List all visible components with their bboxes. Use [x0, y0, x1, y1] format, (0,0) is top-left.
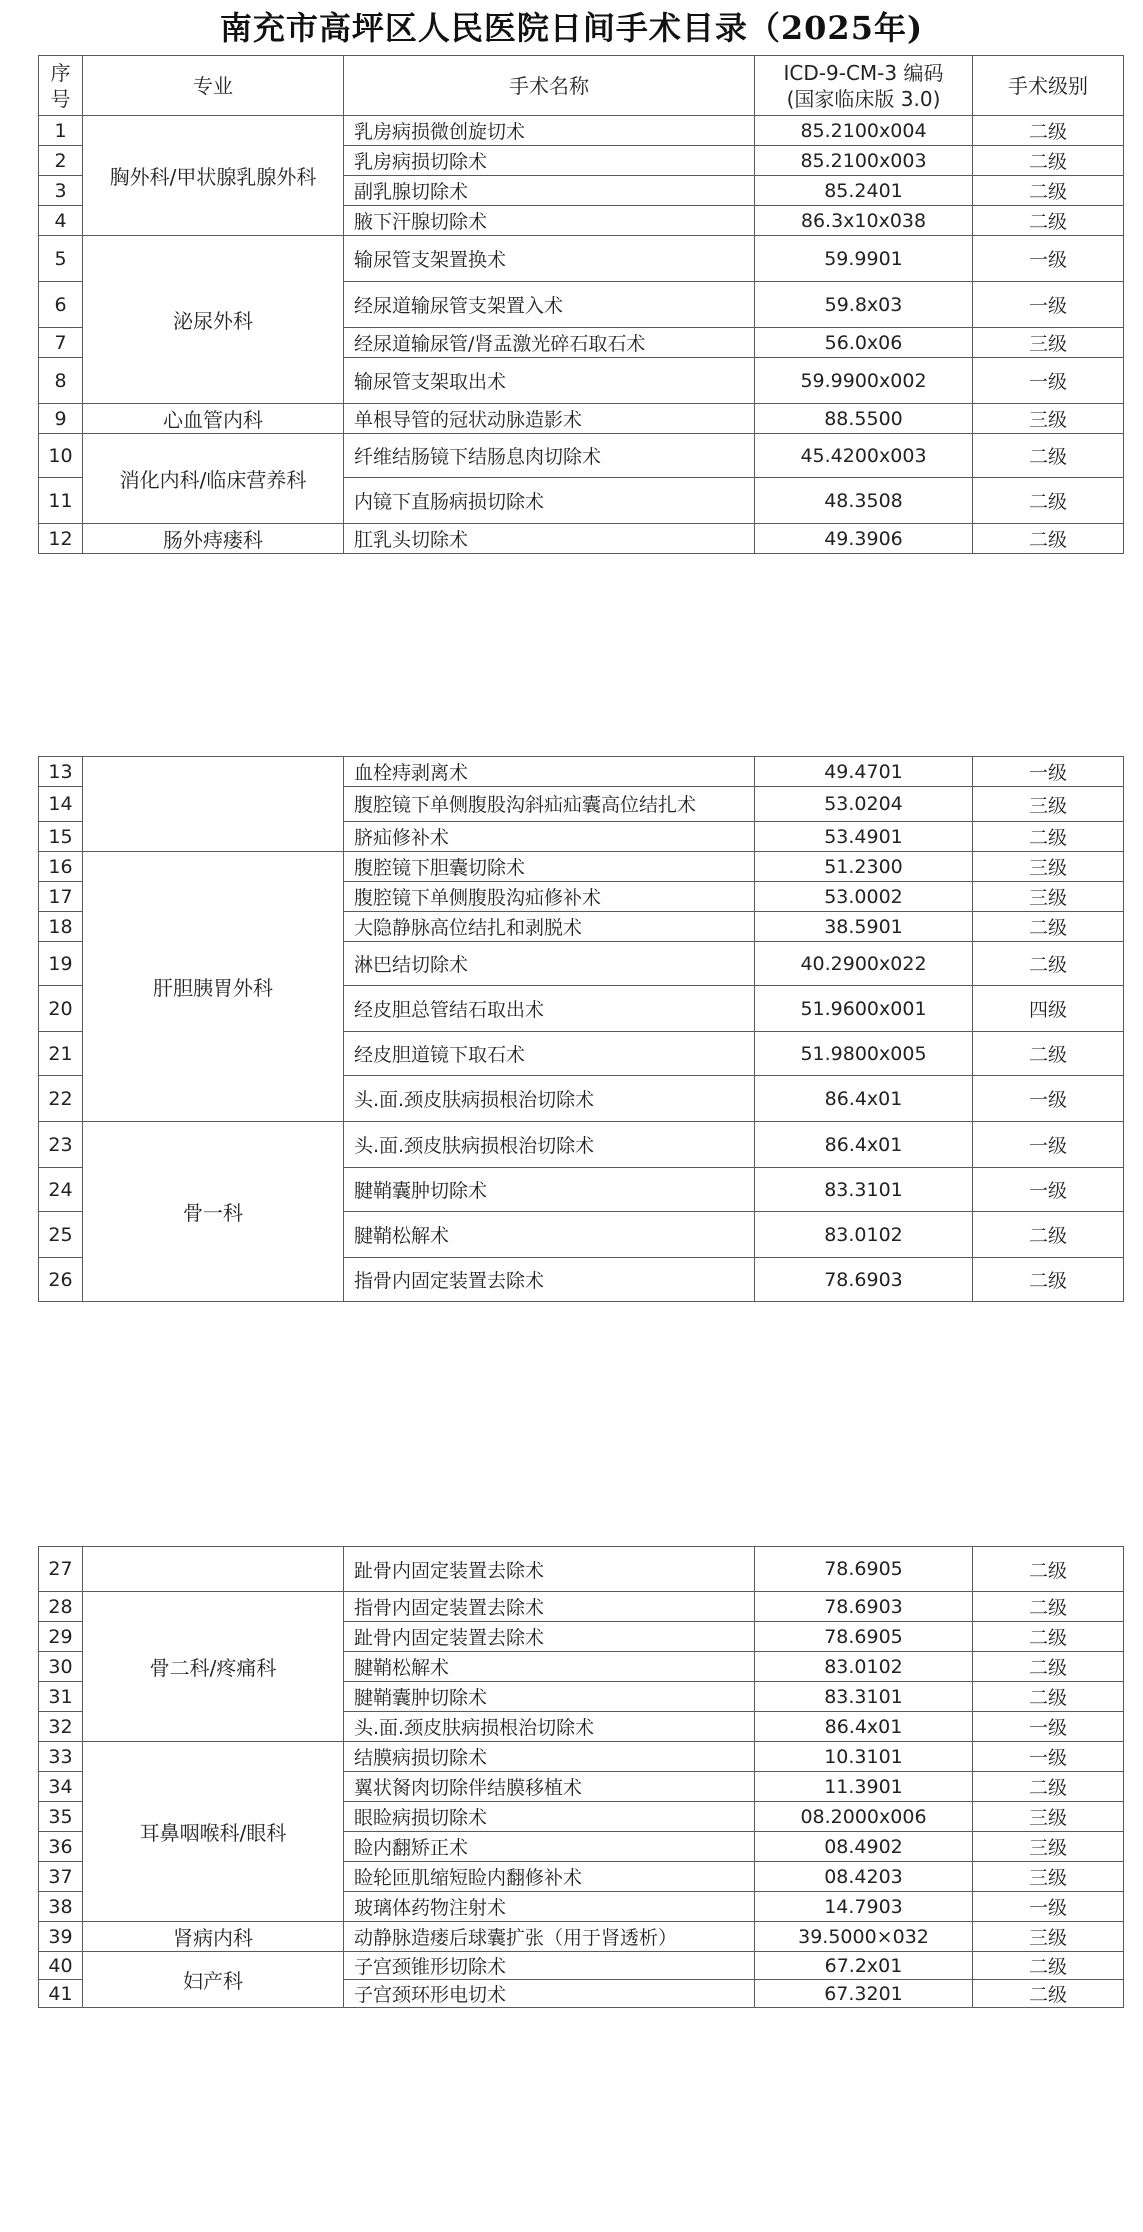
surgery-level: 三级: [973, 328, 1124, 358]
row-number: 37: [39, 1862, 83, 1892]
row-number: 33: [39, 1742, 83, 1772]
surgery-level: 二级: [973, 206, 1124, 236]
page-title: 南充市高坪区人民医院日间手术目录（2025年): [219, 9, 924, 47]
surgery-level: 二级: [973, 1547, 1124, 1592]
icd-code: 10.3101: [755, 1742, 973, 1772]
surgery-level: 二级: [973, 942, 1124, 986]
icd-code: 08.2000x006: [755, 1802, 973, 1832]
surgery-level: 三级: [973, 1802, 1124, 1832]
surgery-level: 二级: [973, 146, 1124, 176]
surgery-name: 腋下汗腺切除术: [344, 206, 755, 236]
row-number: 24: [39, 1168, 83, 1212]
surgery-level: 二级: [973, 434, 1124, 478]
surgery-table-part-3: [38, 1546, 1124, 2008]
icd-code: 59.9900x002: [755, 358, 973, 404]
surgery-name: 子宫颈环形电切术: [344, 1980, 755, 2008]
row-number: 31: [39, 1682, 83, 1712]
header-level: 手术级别: [973, 56, 1124, 116]
icd-code: 51.9600x001: [755, 986, 973, 1032]
specialty-cell: 妇产科: [83, 1952, 344, 2008]
surgery-level: 二级: [973, 1592, 1124, 1622]
surgery-level: 一级: [973, 1122, 1124, 1168]
surgery-level: 三级: [973, 1862, 1124, 1892]
row-number: 30: [39, 1652, 83, 1682]
row-number: 16: [39, 852, 83, 882]
surgery-name: 大隐静脉高位结扎和剥脱术: [344, 912, 755, 942]
surgery-level: 三级: [973, 787, 1124, 822]
row-number: 25: [39, 1212, 83, 1258]
surgery-name: 翼状胬肉切除伴结膜移植术: [344, 1772, 755, 1802]
surgery-name: 输尿管支架取出术: [344, 358, 755, 404]
table-row: [39, 236, 1124, 282]
row-number: 11: [39, 478, 83, 524]
surgery-level: 二级: [973, 912, 1124, 942]
surgery-level: 一级: [973, 358, 1124, 404]
surgery-name: 脐疝修补术: [344, 822, 755, 852]
row-number: 22: [39, 1076, 83, 1122]
surgery-name: 肛乳头切除术: [344, 524, 755, 554]
surgery-name-text: 腹腔镜下单侧腹股沟斜疝疝囊高位结扎术: [354, 794, 697, 816]
row-number: 17: [39, 882, 83, 912]
surgery-level: 二级: [973, 1622, 1124, 1652]
surgery-name: 头.面.颈皮肤病损根治切除术: [344, 1712, 755, 1742]
specialty-cell: [83, 1547, 344, 1592]
icd-code: 86.4x01: [755, 1122, 973, 1168]
specialty-cell: 胸外科/甲状腺乳腺外科: [83, 116, 344, 236]
surgery-name: 腱鞘囊肿切除术: [344, 1168, 755, 1212]
row-number: 23: [39, 1122, 83, 1168]
table-row: [39, 1742, 1124, 1772]
icd-code: 78.6903: [755, 1258, 973, 1302]
surgery-name: 头.面.颈皮肤病损根治切除术: [344, 1076, 755, 1122]
icd-code: 39.5000×032: [755, 1922, 973, 1952]
row-number: 15: [39, 822, 83, 852]
row-number: 34: [39, 1772, 83, 1802]
table-row: [39, 1922, 1124, 1952]
surgery-name: 副乳腺切除术: [344, 176, 755, 206]
row-number: 21: [39, 1032, 83, 1076]
surgery-level: 一级: [973, 1712, 1124, 1742]
surgery-name: 经尿道输尿管/肾盂激光碎石取石术: [344, 328, 755, 358]
table-row: [39, 757, 1124, 787]
icd-code: 83.0102: [755, 1212, 973, 1258]
surgery-name: 子宫颈锥形切除术: [344, 1952, 755, 1980]
surgery-name: 趾骨内固定装置去除术: [344, 1547, 755, 1592]
row-number: 6: [39, 282, 83, 328]
icd-code: 53.0002: [755, 882, 973, 912]
surgery-name: 眼睑病损切除术: [344, 1802, 755, 1832]
surgery-name: 睑内翻矫正术: [344, 1832, 755, 1862]
surgery-level: 三级: [973, 852, 1124, 882]
surgery-level: 二级: [973, 1682, 1124, 1712]
header-name: 手术名称: [344, 56, 755, 116]
row-number: 7: [39, 328, 83, 358]
table-row: [39, 404, 1124, 434]
row-number: 18: [39, 912, 83, 942]
icd-code: 86.4x01: [755, 1076, 973, 1122]
icd-code: 53.0204: [755, 787, 973, 822]
surgery-level: 三级: [973, 1832, 1124, 1862]
icd-code: 14.7903: [755, 1892, 973, 1922]
icd-code: 86.4x01: [755, 1712, 973, 1742]
surgery-level: 二级: [973, 1032, 1124, 1076]
row-number: 14: [39, 787, 83, 822]
icd-code: 85.2401: [755, 176, 973, 206]
table-row: [39, 1952, 1124, 1980]
row-number: 39: [39, 1922, 83, 1952]
header-code: ICD-9-CM-3 编码 (国家临床版 3.0): [755, 56, 973, 116]
specialty-cell: 肝胆胰胃外科: [83, 852, 344, 1122]
surgery-name: 睑轮匝肌缩短睑内翻修补术: [344, 1862, 755, 1892]
row-number: 3: [39, 176, 83, 206]
surgery-name: 玻璃体药物注射术: [344, 1892, 755, 1922]
surgery-name: 腱鞘囊肿切除术: [344, 1682, 755, 1712]
row-number: 5: [39, 236, 83, 282]
header-specialty: 专业: [83, 56, 344, 116]
surgery-name: 乳房病损切除术: [344, 146, 755, 176]
surgery-name: 单根导管的冠状动脉造影术: [344, 404, 755, 434]
surgery-level: 三级: [973, 882, 1124, 912]
icd-code: 78.6905: [755, 1622, 973, 1652]
row-number: 9: [39, 404, 83, 434]
icd-code: 59.8x03: [755, 282, 973, 328]
row-number: 32: [39, 1712, 83, 1742]
row-number: 19: [39, 942, 83, 986]
icd-code: 88.5500: [755, 404, 973, 434]
surgery-name: 腹腔镜下胆囊切除术: [344, 852, 755, 882]
icd-code: 38.5901: [755, 912, 973, 942]
icd-code: 49.4701: [755, 757, 973, 787]
surgery-level: 一级: [973, 1742, 1124, 1772]
surgery-name: 指骨内固定装置去除术: [344, 1592, 755, 1622]
row-number: 10: [39, 434, 83, 478]
surgery-level: 一级: [973, 757, 1124, 787]
row-number: 29: [39, 1622, 83, 1652]
surgery-name: 腹腔镜下单侧腹股沟疝修补术: [344, 882, 755, 912]
icd-code: 53.4901: [755, 822, 973, 852]
surgery-level: 二级: [973, 1652, 1124, 1682]
row-number: 26: [39, 1258, 83, 1302]
surgery-name: 血栓痔剥离术: [344, 757, 755, 787]
icd-code: 85.2100x004: [755, 116, 973, 146]
icd-code: 83.0102: [755, 1652, 973, 1682]
icd-code: 45.4200x003: [755, 434, 973, 478]
specialty-cell: 耳鼻咽喉科/眼科: [83, 1742, 344, 1922]
specialty-cell: 骨一科: [83, 1122, 344, 1302]
table-row: [39, 434, 1124, 478]
surgery-level: 二级: [973, 822, 1124, 852]
specialty-cell: 肾病内科: [83, 1922, 344, 1952]
row-number: 8: [39, 358, 83, 404]
specialty-cell: 消化内科/临床营养科: [83, 434, 344, 524]
surgery-level: 二级: [973, 116, 1124, 146]
row-number: 35: [39, 1802, 83, 1832]
surgery-level: 一级: [973, 1168, 1124, 1212]
surgery-name: 腱鞘松解术: [344, 1652, 755, 1682]
surgery-level: 三级: [973, 404, 1124, 434]
row-number: 27: [39, 1547, 83, 1592]
icd-code: 85.2100x003: [755, 146, 973, 176]
surgery-table-part-1: [38, 55, 1124, 554]
row-number: 40: [39, 1952, 83, 1980]
row-number: 28: [39, 1592, 83, 1622]
specialty-cell: 骨二科/疼痛科: [83, 1592, 344, 1742]
surgery-level: 二级: [973, 1772, 1124, 1802]
icd-code: 40.2900x022: [755, 942, 973, 986]
specialty-cell: 心血管内科: [83, 404, 344, 434]
surgery-name: 输尿管支架置换术: [344, 236, 755, 282]
surgery-name: 动静脉造瘘后球囊扩张（用于肾透析）: [344, 1922, 755, 1952]
surgery-name: 腱鞘松解术: [344, 1212, 755, 1258]
surgery-level: 一级: [973, 236, 1124, 282]
row-number: 13: [39, 757, 83, 787]
row-number: 1: [39, 116, 83, 146]
surgery-name: 头.面.颈皮肤病损根治切除术: [344, 1122, 755, 1168]
surgery-level: 一级: [973, 1076, 1124, 1122]
icd-code: 78.6905: [755, 1547, 973, 1592]
surgery-level: 二级: [973, 1952, 1124, 1980]
table-row: [39, 524, 1124, 554]
table-row: [39, 1592, 1124, 1622]
specialty-cell: [83, 757, 344, 852]
table-header-row: [39, 56, 1124, 116]
surgery-name: 内镜下直肠病损切除术: [344, 478, 755, 524]
surgery-level: 二级: [973, 176, 1124, 206]
table-row: [39, 852, 1124, 882]
specialty-cell: 肠外痔瘘科: [83, 524, 344, 554]
table-row: [39, 1122, 1124, 1168]
icd-code: 51.2300: [755, 852, 973, 882]
surgery-level: 一级: [973, 1892, 1124, 1922]
surgery-level: 一级: [973, 282, 1124, 328]
surgery-name: 经皮胆总管结石取出术: [344, 986, 755, 1032]
row-number: 36: [39, 1832, 83, 1862]
icd-code: 49.3906: [755, 524, 973, 554]
icd-code: 67.3201: [755, 1980, 973, 2008]
surgery-level: 四级: [973, 986, 1124, 1032]
header-no: 序 号: [39, 56, 83, 116]
table-row: [39, 116, 1124, 146]
icd-code: 51.9800x005: [755, 1032, 973, 1076]
icd-code: 48.3508: [755, 478, 973, 524]
surgery-name: [344, 787, 755, 822]
specialty-cell: 泌尿外科: [83, 236, 344, 404]
icd-code: 83.3101: [755, 1682, 973, 1712]
surgery-level: 二级: [973, 1258, 1124, 1302]
icd-code: 08.4203: [755, 1862, 973, 1892]
icd-code: 56.0x06: [755, 328, 973, 358]
icd-code: 78.6903: [755, 1592, 973, 1622]
surgery-level: 二级: [973, 1980, 1124, 2008]
surgery-level: 三级: [973, 1922, 1124, 1952]
surgery-name: 经皮胆道镜下取石术: [344, 1032, 755, 1076]
surgery-name: 结膜病损切除术: [344, 1742, 755, 1772]
icd-code: 11.3901: [755, 1772, 973, 1802]
row-number: 38: [39, 1892, 83, 1922]
row-number: 4: [39, 206, 83, 236]
row-number: 41: [39, 1980, 83, 2008]
surgery-level: 二级: [973, 1212, 1124, 1258]
surgery-name: 指骨内固定装置去除术: [344, 1258, 755, 1302]
surgery-level: 二级: [973, 524, 1124, 554]
surgery-name: 趾骨内固定装置去除术: [344, 1622, 755, 1652]
surgery-level: 二级: [973, 478, 1124, 524]
icd-code: 08.4902: [755, 1832, 973, 1862]
icd-code: 83.3101: [755, 1168, 973, 1212]
row-number: 2: [39, 146, 83, 176]
surgery-name: 乳房病损微创旋切术: [344, 116, 755, 146]
surgery-name: 纤维结肠镜下结肠息肉切除术: [344, 434, 755, 478]
row-number: 20: [39, 986, 83, 1032]
table-row: [39, 1547, 1124, 1592]
surgery-table-part-2: [38, 756, 1124, 1302]
icd-code: 86.3x10x038: [755, 206, 973, 236]
icd-code: 67.2x01: [755, 1952, 973, 1980]
surgery-name: 淋巴结切除术: [344, 942, 755, 986]
icd-code: 59.9901: [755, 236, 973, 282]
surgery-name: 经尿道输尿管支架置入术: [344, 282, 755, 328]
row-number: 12: [39, 524, 83, 554]
